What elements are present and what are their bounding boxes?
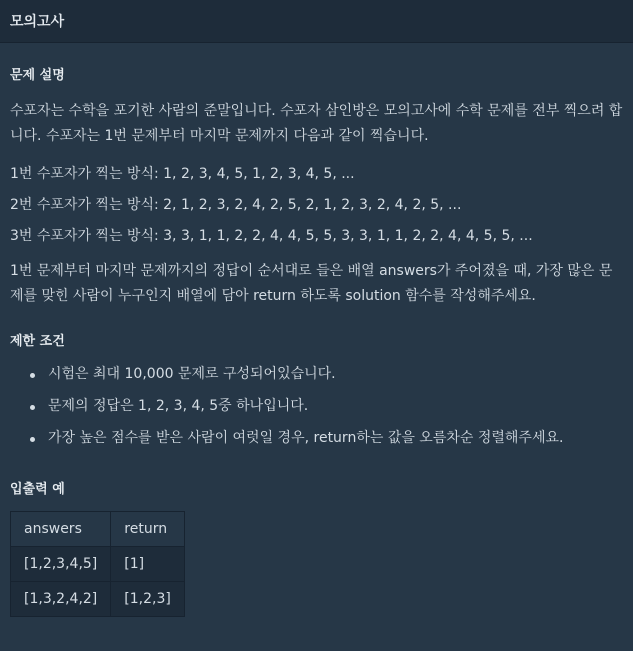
bullet-icon: [30, 437, 35, 442]
method-line: 3번 수포자가 찍는 방식: 3, 3, 1, 1, 2, 2, 4, 4, 5, 5, 3, 3, 1, 1, 2, 2, 4, 4, 5, 5, ...: [10, 228, 533, 244]
examples-table: [10, 511, 185, 617]
description-heading: 문제 설명: [10, 68, 65, 83]
bullet-icon: [30, 405, 35, 410]
table-cell: [1,2,3]: [111, 582, 185, 617]
list-item: [48, 426, 623, 458]
task-paragraph: 1번 문제부터 마지막 문제까지의 정답이 순서대로 들은 배열 answers가 주어졌을 때, 가장 많은 문제를 맞힌 사람이 누구인지 배열에 담아 return 하도록 solution 함수를 작성해주세요.: [10, 263, 613, 304]
title-bar: [0, 0, 633, 43]
constraint-text: 가장 높은 점수를 받은 사람이 여럿일 경우, return하는 값을 오름차순 정렬해주세요.: [48, 430, 564, 446]
table-header-row: [11, 512, 185, 547]
bullet-icon: [30, 373, 35, 378]
constraint-text: 시험은 최대 10,000 문제로 구성되어있습니다.: [48, 366, 336, 382]
constraints-list: [10, 362, 623, 458]
table-row: [11, 582, 185, 617]
problem-content: [0, 43, 633, 617]
table-cell: [1]: [111, 547, 185, 582]
table-row: [11, 547, 185, 582]
constraints-heading: 제한 조건: [10, 334, 65, 349]
table-cell: [1,3,2,4,2]: [11, 582, 111, 617]
description-paragraph: 수포자는 수학을 포기한 사람의 준말입니다. 수포자 삼인방은 모의고사에 수학 문제를 전부 찍으려 합니다. 수포자는 1번 문제부터 마지막 문제까지 다음과 같이 찍습니다.: [10, 103, 623, 144]
table-cell: [1,2,3,4,5]: [11, 547, 111, 582]
constraint-text: 문제의 정답은 1, 2, 3, 4, 5중 하나입니다.: [48, 398, 309, 414]
column-header-answers: answers: [11, 512, 111, 547]
examples-heading: 입출력 예: [10, 482, 65, 497]
list-item: [48, 362, 623, 394]
column-header-return: return: [111, 512, 185, 547]
method-line: 1번 수포자가 찍는 방식: 1, 2, 3, 4, 5, 1, 2, 3, 4, 5, ...: [10, 166, 355, 182]
page-title: 모의고사: [10, 14, 65, 30]
guess-methods: [10, 162, 623, 255]
list-item: [48, 394, 623, 426]
method-line: 2번 수포자가 찍는 방식: 2, 1, 2, 3, 2, 4, 2, 5, 2, 1, 2, 3, 2, 4, 2, 5, ...: [10, 197, 462, 213]
